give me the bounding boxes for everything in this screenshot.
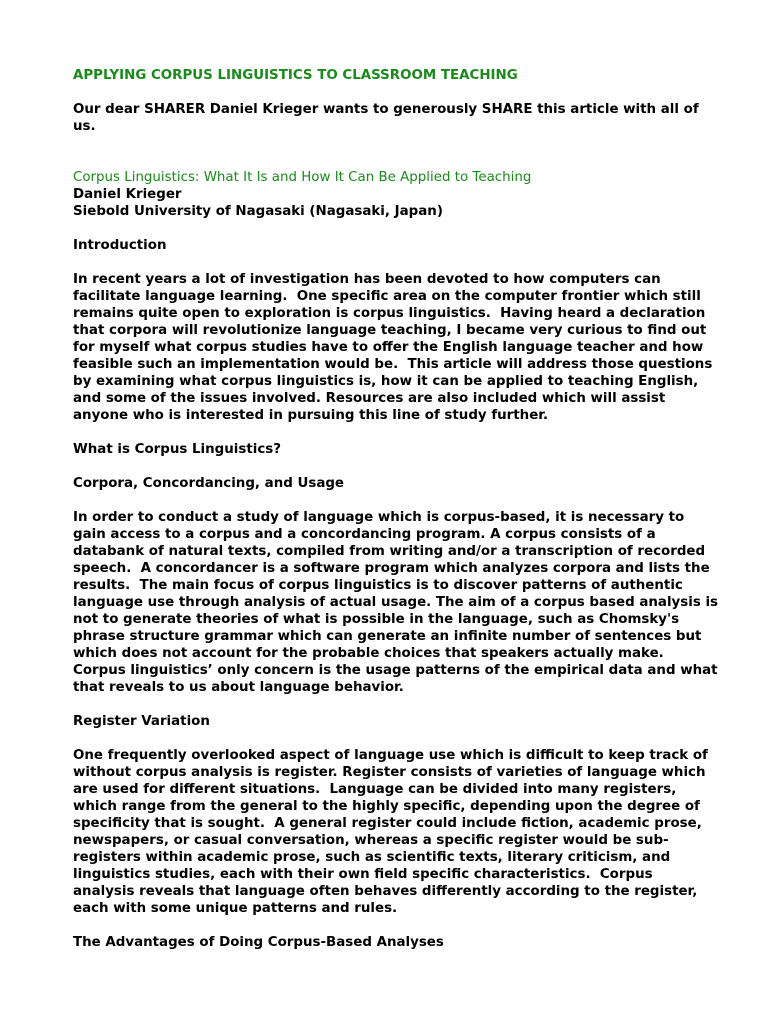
paragraph-line: linguistics studies, each with their own field specific characteristics. Corpus bbox=[73, 867, 653, 882]
paragraph-line: specificity that is sought. A general register could include fiction, academic prose, bbox=[73, 816, 702, 831]
document-title: APPLYING CORPUS LINGUISTICS TO CLASSROOM TEACHING bbox=[73, 68, 518, 83]
intro-line: Our dear SHARER Daniel Krieger wants to generously SHARE this article with all of bbox=[73, 102, 699, 117]
paragraph-line: newspapers, or casual conversation, whereas a specific register would be sub- bbox=[73, 833, 669, 848]
paragraph-line: facilitate language learning. One specific area on the computer frontier which still bbox=[73, 289, 701, 304]
paragraph-line: that corpora will revolutionize language teaching, I became very curious to find out bbox=[73, 323, 707, 338]
paragraph-line: gain access to a corpus and a concordancing program. A corpus consists of a bbox=[73, 527, 656, 542]
paragraph-line: not to generate theories of what is possible in the language, such as Chomsky's bbox=[73, 612, 680, 627]
paragraph-line: that reveals to us about language behavior. bbox=[73, 680, 404, 695]
paragraph-line: which does not account for the probable choices that speakers actually make. bbox=[73, 646, 664, 661]
paragraph-line: language use through analysis of actual usage. The aim of a corpus based analysis is bbox=[73, 595, 719, 610]
paragraph-line: Corpus linguistics’ only concern is the usage patterns of the empirical data and what bbox=[73, 663, 718, 678]
article-title: Corpus Linguistics: What It Is and How It Can Be Applied to Teaching bbox=[73, 170, 532, 185]
paragraph-line: are used for different situations. Language can be divided into many registers, bbox=[73, 782, 677, 797]
heading-introduction: Introduction bbox=[73, 238, 167, 253]
paragraph-line: In recent years a lot of investigation has been devoted to how computers can bbox=[73, 272, 661, 287]
paragraph-line: anyone who is interested in pursuing this line of study further. bbox=[73, 408, 549, 423]
author-affiliation: Siebold University of Nagasaki (Nagasaki, Japan) bbox=[73, 204, 443, 219]
corpora-paragraph bbox=[73, 509, 719, 696]
introduction-paragraph bbox=[73, 271, 713, 424]
paragraph-line: each with some unique patterns and rules. bbox=[73, 901, 398, 916]
heading-corpora: Corpora, Concordancing, and Usage bbox=[73, 476, 345, 491]
paragraph-line: feasible such an implementation would be. This article will address those questions bbox=[73, 357, 713, 372]
paragraph-line: databank of natural texts, compiled from writing and/or a transcription of recorded bbox=[73, 544, 706, 559]
intro-paragraph bbox=[73, 101, 708, 135]
paragraph-line: remains quite open to exploration is corpus linguistics. Having heard a declaration bbox=[73, 306, 706, 321]
paragraph-line: In order to conduct a study of language which is corpus-based, it is necessary to bbox=[73, 510, 685, 525]
paragraph-line: which range from the general to the highly specific, depending upon the degree of bbox=[73, 799, 700, 814]
paragraph-line: phrase structure grammar which can generate an infinite number of sentences but bbox=[73, 629, 702, 644]
author-name: Daniel Krieger bbox=[73, 187, 182, 202]
paragraph-line: speech. A concordancer is a software program which analyzes corpora and lists the bbox=[73, 561, 710, 576]
heading-advantages: The Advantages of Doing Corpus-Based Analyses bbox=[73, 935, 444, 950]
paragraph-line: and some of the issues involved. Resources are also included which will assist bbox=[73, 391, 666, 406]
register-paragraph bbox=[73, 747, 708, 917]
intro-line: us. bbox=[73, 119, 96, 134]
heading-register: Register Variation bbox=[73, 714, 210, 729]
paragraph-line: without corpus analysis is register. Register consists of varieties of language which bbox=[73, 765, 706, 780]
heading-what-is: What is Corpus Linguistics? bbox=[73, 442, 282, 457]
paragraph-line: One frequently overlooked aspect of language use which is difficult to keep track of bbox=[73, 748, 708, 763]
paragraph-line: results. The main focus of corpus linguistics is to discover patterns of authentic bbox=[73, 578, 683, 593]
paragraph-line: for myself what corpus studies have to offer the English language teacher and how bbox=[73, 340, 704, 355]
paragraph-line: analysis reveals that language often behaves differently according to the register, bbox=[73, 884, 698, 899]
paragraph-line: registers within academic prose, such as scientific texts, literary criticism, and bbox=[73, 850, 671, 865]
paragraph-line: by examining what corpus linguistics is, how it can be applied to teaching English, bbox=[73, 374, 699, 389]
